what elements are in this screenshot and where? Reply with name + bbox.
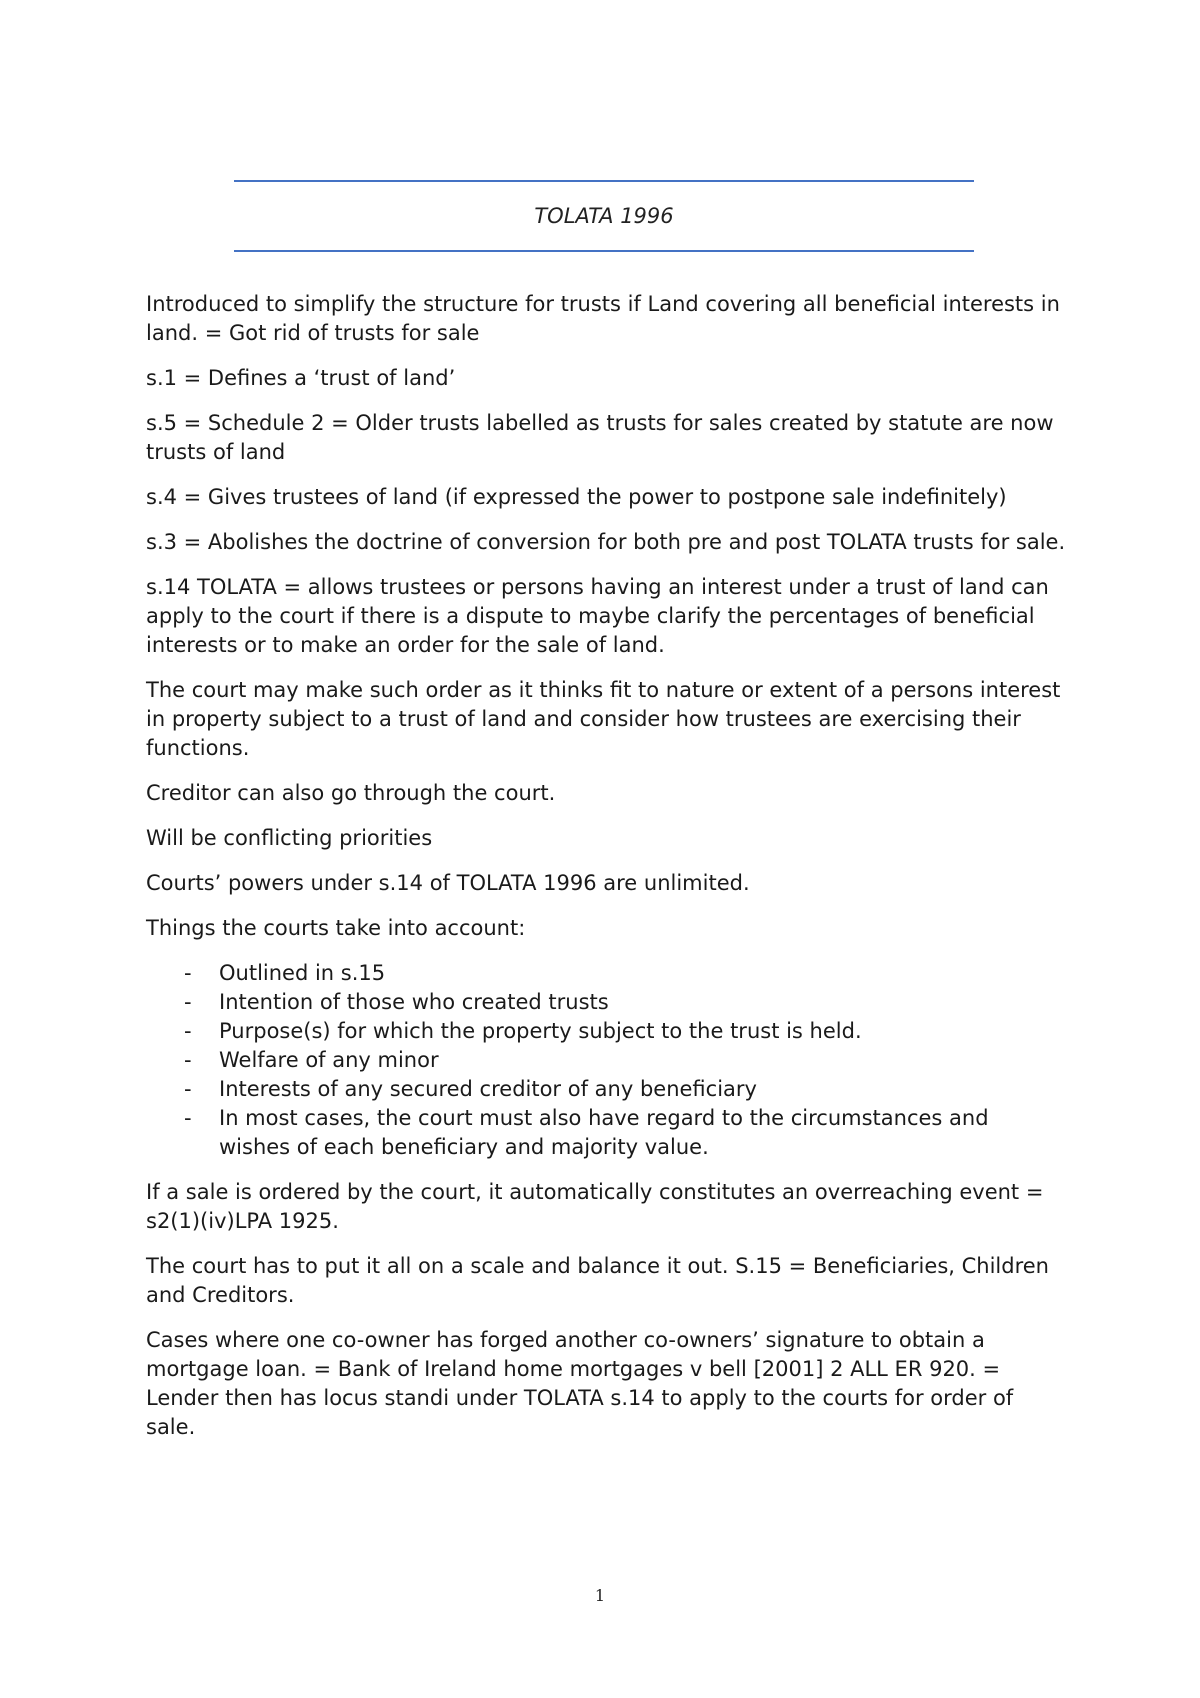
list-item-text: Intention of those who created trusts [219, 990, 609, 1014]
page-number: 1 [594, 1586, 606, 1605]
paragraph: Will be conflicting priorities [146, 826, 433, 850]
title-block [234, 180, 974, 252]
list-item-text: Interests of any secured creditor of any beneficiary [219, 1077, 757, 1101]
bullet-marker: - [184, 1019, 192, 1043]
bullet-marker: - [184, 1106, 192, 1130]
paragraph: If a sale is ordered by the court, it automatically constitutes an overreaching event = s2(1)(iv)LPA 1925. [146, 1180, 1044, 1233]
list-item-text: Welfare of any minor [219, 1048, 439, 1072]
paragraph: s.5 = Schedule 2 = Older trusts labelled as trusts for sales created by statute are now trusts of land [146, 411, 1054, 464]
title-top-rule [234, 180, 974, 182]
bullet-marker: - [184, 1048, 192, 1072]
list-item [146, 988, 1066, 1017]
list-item [146, 1104, 1066, 1162]
title-bottom-rule [234, 250, 974, 252]
bullet-list [146, 959, 1066, 1162]
list-item [146, 1017, 1066, 1046]
paragraph: The court may make such order as it thinks fit to nature or extent of a persons interest in property subject to a trust of land and consider how trustees are exercising their functions. [146, 678, 1061, 760]
paragraph: s.14 TOLATA = allows trustees or persons having an interest under a trust of land can apply to the court if there is a dispute to maybe clarify the percentages of beneficial interests or to make an order for the sale of land. [146, 575, 1049, 657]
page-title: TOLATA 1996 [534, 204, 674, 228]
paragraph: Courts’ powers under s.14 of TOLATA 1996 are unlimited. [146, 871, 750, 895]
paragraph: s.1 = Defines a ‘trust of land’ [146, 366, 456, 390]
bullet-marker: - [184, 990, 192, 1014]
paragraph: Cases where one co-owner has forged another co-owners’ signature to obtain a mortgage loan. = Bank of Ireland home mortgages v bell [2001] 2 ALL ER 920. = Lender then has locus standi under TOLATA s.14 to apply to the courts for order of sale. [146, 1328, 1014, 1439]
list-item [146, 1075, 1066, 1104]
paragraph: Introduced to simplify the structure for trusts if Land covering all beneficial interests in land. = Got rid of trusts for sale [146, 292, 1060, 345]
list-item [146, 1046, 1066, 1075]
list-item-text: Purpose(s) for which the property subject to the trust is held. [219, 1019, 862, 1043]
list-item-text: Outlined in s.15 [219, 961, 386, 985]
list-item-text: In most cases, the court must also have regard to the circumstances and wishes of each beneficiary and majority value. [219, 1106, 989, 1159]
bullet-marker: - [184, 961, 192, 985]
document-body [146, 290, 1066, 1458]
paragraph: Things the courts take into account: [146, 916, 526, 940]
bullet-marker: - [184, 1077, 192, 1101]
list-item [146, 959, 1066, 988]
paragraph: Creditor can also go through the court. [146, 781, 556, 805]
paragraph: s.3 = Abolishes the doctrine of conversion for both pre and post TOLATA trusts for sale. [146, 530, 1066, 554]
paragraph: The court has to put it all on a scale and balance it out. S.15 = Beneficiaries, Children and Creditors. [146, 1254, 1049, 1307]
paragraph: s.4 = Gives trustees of land (if expressed the power to postpone sale indefinitely) [146, 485, 1007, 509]
